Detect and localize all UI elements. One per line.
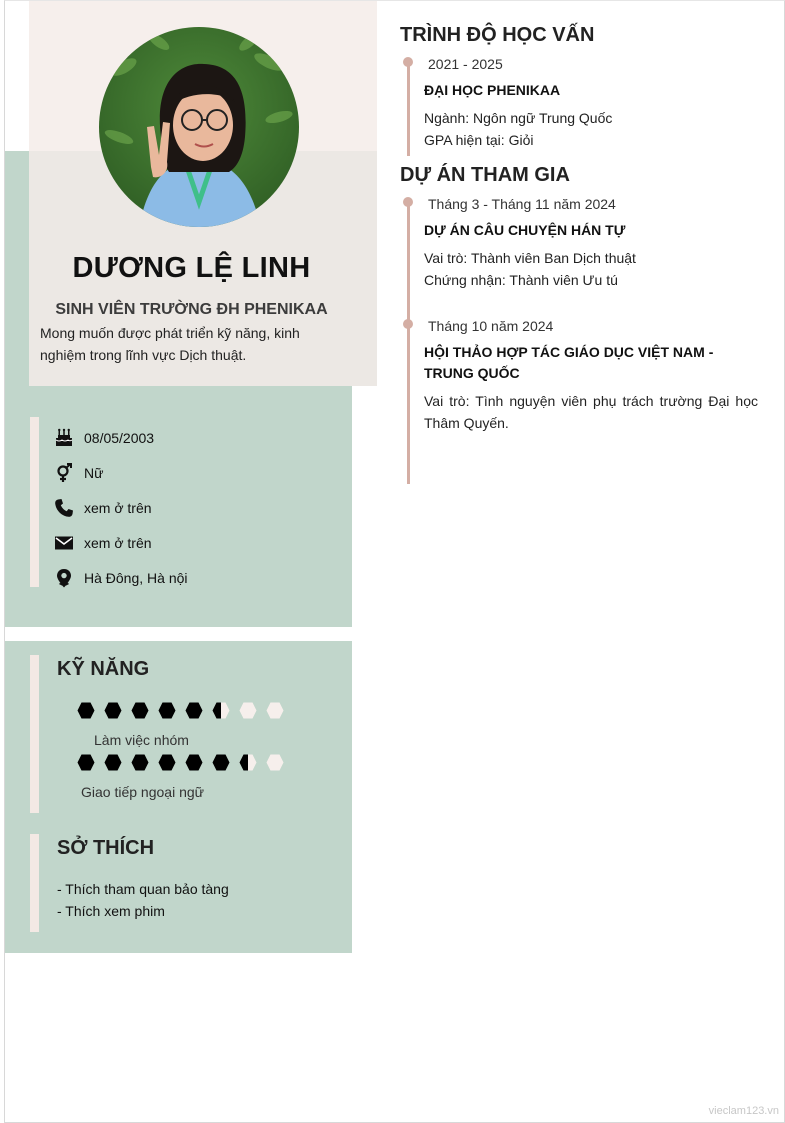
- contact-list: [54, 420, 334, 595]
- rating-hex-full: [185, 754, 203, 771]
- rating-hex-empty: [266, 754, 284, 771]
- birthday-value: 08/05/2003: [84, 429, 155, 446]
- rating-hex-full: [131, 702, 149, 719]
- email-value: xem ở trên: [84, 534, 152, 551]
- hobby-list: [57, 878, 229, 922]
- contact-birthday: [54, 420, 334, 455]
- rating-hex-half: [239, 754, 257, 771]
- rating-hex-full: [104, 754, 122, 771]
- education-details: [424, 107, 758, 151]
- contact-address: [54, 560, 334, 595]
- skills-title: KỸ NĂNG: [57, 658, 150, 680]
- rating-hex-half: [212, 702, 230, 719]
- rating-hex-full: [77, 754, 95, 771]
- skill-rating-team: [77, 702, 284, 719]
- contact-phone: [54, 490, 334, 525]
- rating-hex-full: [212, 754, 230, 771]
- rating-hex-full: [185, 702, 203, 719]
- education-major: Ngành: Ngôn ngữ Trung Quốc: [424, 110, 613, 126]
- hobby-item: - Thích tham quan bảo tàng: [57, 881, 229, 897]
- skill-rating-language: [77, 754, 284, 771]
- gender-value: Nữ: [84, 464, 104, 481]
- rating-hex-full: [158, 754, 176, 771]
- address-value: Hà Đông, Hà nội: [84, 569, 188, 586]
- rating-hex-full: [77, 702, 95, 719]
- email-icon: [54, 533, 74, 553]
- gender-icon: [54, 463, 74, 483]
- education-school: ĐẠI HỌC PHENIKAA: [424, 82, 561, 98]
- watermark: vieclam123.vn: [708, 1105, 779, 1117]
- phone-icon: [54, 498, 74, 518]
- project-date: Tháng 3 - Tháng 11 năm 2024: [428, 196, 616, 212]
- skill-label-language: Giao tiếp ngoại ngữ: [81, 784, 205, 800]
- phone-value: xem ở trên: [84, 499, 152, 516]
- education-timeline-line: [407, 62, 410, 156]
- project-name: HỘI THẢO HỢP TÁC GIÁO DỤC VIỆT NAM - TRUNG QUỐC: [424, 344, 714, 381]
- education-date: 2021 - 2025: [428, 56, 503, 72]
- rating-hex-full: [131, 754, 149, 771]
- avatar: [99, 27, 299, 227]
- rating-hex-empty: [239, 702, 257, 719]
- hobbies-accent-bar: [30, 834, 39, 932]
- project-role: Vai trò: Tình nguyện viên phụ trách trường Đại học Thâm Quyến.: [424, 393, 758, 431]
- career-objective: Mong muốn được phát triển kỹ năng, kinh nghiệm trong lĩnh vực Dịch thuật.: [40, 325, 300, 363]
- projects-timeline-line: [407, 202, 410, 484]
- project-name: DỰ ÁN CÂU CHUYỆN HÁN TỰ: [424, 222, 626, 238]
- project-date: Tháng 10 năm 2024: [428, 318, 554, 334]
- timeline-dot: [403, 57, 413, 67]
- projects-title: DỰ ÁN THAM GIA: [400, 164, 570, 186]
- education-gpa: GPA hiện tại: Giỏi: [424, 132, 534, 148]
- skill-label-team: Làm việc nhóm: [94, 732, 189, 748]
- project-details: [424, 247, 758, 291]
- contact-gender: [54, 455, 334, 490]
- rating-hex-full: [104, 702, 122, 719]
- hobbies-title: SỞ THÍCH: [57, 837, 155, 859]
- location-icon: [54, 568, 74, 588]
- contact-email: [54, 525, 334, 560]
- full-name: DƯƠNG LỆ LINH: [72, 252, 311, 284]
- cake-icon: [54, 428, 74, 448]
- education-title: TRÌNH ĐỘ HỌC VẤN: [400, 24, 595, 46]
- rating-hex-empty: [266, 702, 284, 719]
- rating-hex-full: [158, 702, 176, 719]
- skills-accent-bar: [30, 655, 39, 813]
- job-title: SINH VIÊN TRƯỜNG ĐH PHENIKAA: [55, 301, 328, 318]
- contact-accent-bar: [30, 417, 39, 587]
- timeline-dot: [403, 319, 413, 329]
- project-role: Vai trò: Thành viên Ban Dịch thuật: [424, 250, 636, 266]
- hobby-item: - Thích xem phim: [57, 903, 165, 919]
- timeline-dot: [403, 197, 413, 207]
- project-award: Chứng nhận: Thành viên Ưu tú: [424, 272, 618, 288]
